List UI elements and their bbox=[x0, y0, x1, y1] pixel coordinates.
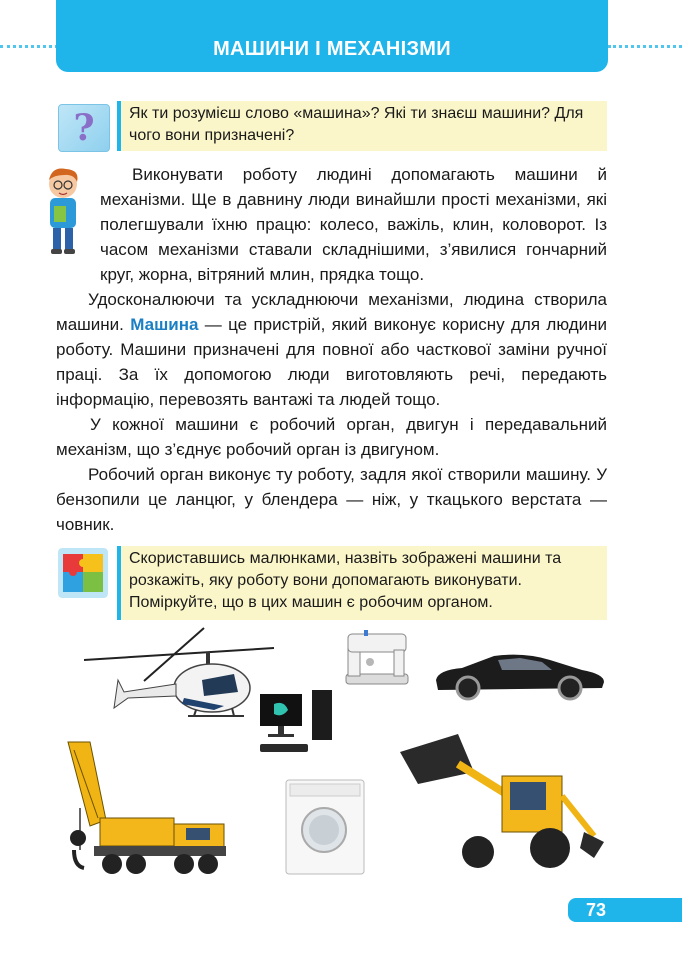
question-icon: ? bbox=[58, 104, 110, 152]
task-callout: Скориставшись малюнками, назвіть зображені машини та розкажіть, яку роботу вони допомагають виконувати. Поміркуйте, що в цих машин є робочим органом. bbox=[117, 546, 607, 620]
header-bar bbox=[56, 0, 608, 72]
washing-machine-image bbox=[284, 778, 366, 876]
helicopter-image bbox=[84, 626, 274, 746]
term-mashyna: Машина bbox=[130, 315, 199, 334]
boy-illustration bbox=[40, 166, 86, 256]
page-title: МАШИНИ І МЕХАНІЗМИ bbox=[213, 38, 451, 60]
paragraph-2-rest: — це пристрій, який виконує корисну для людини роботу. Машини призначені для повної або часткової заміни ручної праці. За їх допомогою люди виготовляють речі, передають інформацію, перевозять вантажі та людей тощо. bbox=[56, 315, 607, 409]
sewing-machine-image bbox=[342, 628, 412, 688]
car-image bbox=[432, 646, 608, 702]
paragraph-4: Робочий орган виконує ту роботу, задля якої створили машину. У бензопили це ланцюг, у блендера — ніж, у ткацького верстата — човник. bbox=[56, 465, 607, 534]
paragraph-2 bbox=[56, 287, 607, 412]
paragraph-2-start: Удосконалюючи та ускладнюючи механізми, людина створила машини. bbox=[56, 290, 607, 334]
backhoe-loader-image bbox=[398, 712, 608, 878]
question-callout: Як ти розумієш слово «машина»? Які ти знаєш машини? Для чого вони призначені? bbox=[117, 101, 607, 151]
crane-truck-image bbox=[54, 738, 232, 890]
paragraph-1: Виконувати роботу людині допомагають машини й механізми. Ще в давнину люди винайшли прості механізми, які полегшували їхню працю: колесо, важіль, клин, коловорот. Із часом механізми ставали складнішими, з’явилися гончарний круг, жорна, вітряний млин, прядка тощо. bbox=[100, 165, 607, 284]
computer-image bbox=[256, 688, 336, 758]
header-dots-left bbox=[0, 45, 58, 52]
puzzle-icon bbox=[58, 548, 108, 598]
paragraph-3: У кожної машини є робочий орган, двигун і передавальний механізм, що з’єднує робочий орган із двигуном. bbox=[56, 415, 607, 459]
header-dots-right bbox=[608, 45, 682, 52]
page-number: 73 bbox=[568, 898, 682, 922]
